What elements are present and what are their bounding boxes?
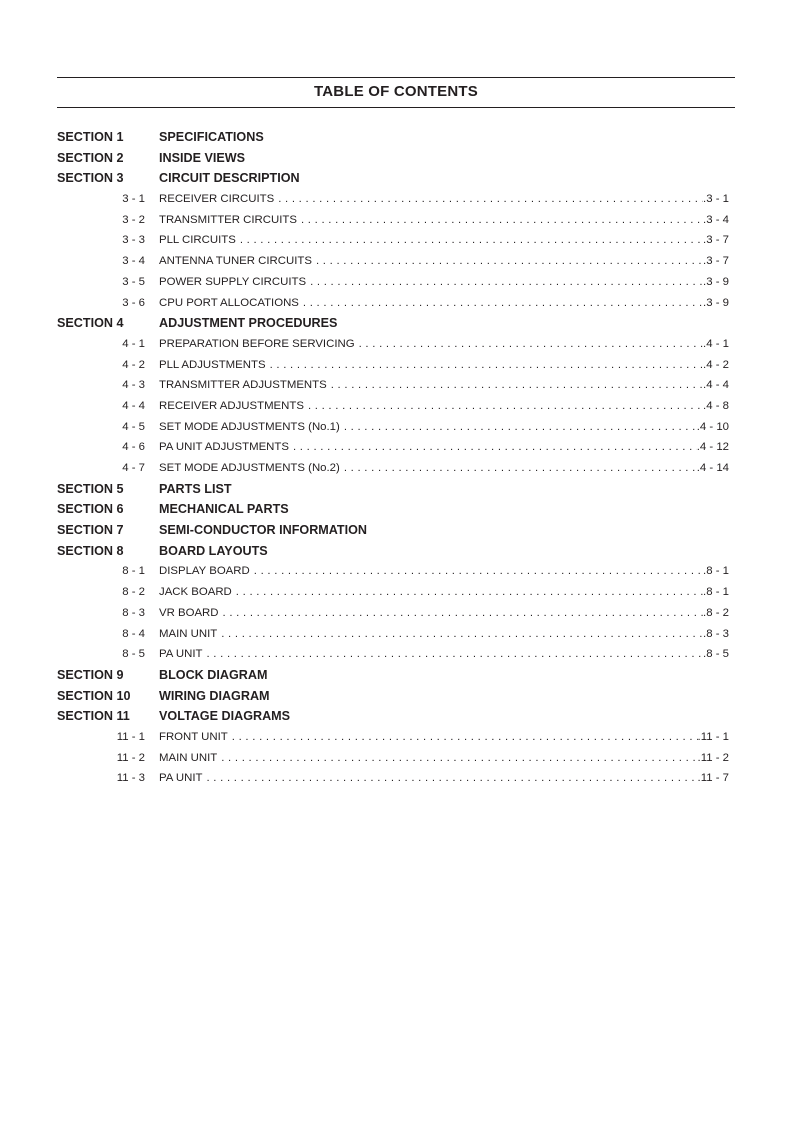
section-number: SECTION 8: [57, 543, 124, 558]
subsection-title: POWER SUPPLY CIRCUITS: [159, 275, 307, 288]
subsection-line: [159, 193, 729, 205]
toc-section-row: [57, 480, 735, 501]
subsection-number: 8 - 3: [122, 606, 145, 619]
subsection-number: 3 - 3: [122, 234, 145, 247]
section-number: SECTION 7: [57, 523, 124, 538]
subsection-line: [159, 276, 729, 288]
subsection-title: VR BOARD: [159, 606, 219, 619]
dot-leader: [206, 772, 697, 784]
toc-section-row: [57, 169, 735, 190]
subsection-title: MAIN UNIT: [159, 627, 218, 640]
subsection-line: [159, 441, 729, 453]
dot-leader: [254, 565, 703, 577]
dot-leader: [293, 441, 697, 453]
dot-leader: [344, 462, 697, 474]
page-number: .3 - 7: [703, 234, 729, 247]
subsection-line: [159, 462, 729, 474]
subsection-title: MAIN UNIT: [159, 751, 218, 764]
subsection-number: 3 - 1: [122, 193, 145, 206]
section-title: CIRCUIT DESCRIPTION: [159, 171, 300, 186]
dot-leader: [221, 752, 697, 764]
toc-subsection-row: [57, 625, 735, 646]
page-number: .8 - 1: [703, 586, 729, 599]
subsection-line: [159, 421, 729, 433]
section-number: SECTION 1: [57, 130, 124, 144]
toc-subsection-row: [57, 397, 735, 418]
toc-subsection-row: [57, 376, 735, 397]
subsection-line: [159, 338, 729, 350]
subsection-title: RECEIVER CIRCUITS: [159, 193, 275, 206]
section-title: PARTS LIST: [159, 481, 232, 496]
section-title: WIRING DIAGRAM: [159, 688, 270, 703]
subsection-number: 11 - 2: [116, 751, 145, 764]
subsection-line: [159, 731, 729, 743]
subsection-title: TRANSMITTER CIRCUITS: [159, 213, 297, 226]
toc-subsection-row: [57, 583, 735, 604]
toc-subsection-row: [57, 418, 735, 439]
page-number: .4 - 8: [703, 399, 729, 412]
subsection-number: 8 - 2: [122, 586, 145, 599]
subsection-title: PA UNIT ADJUSTMENTS: [159, 441, 289, 454]
toc-subsection-row: [57, 749, 735, 770]
toc-subsection-row: [57, 562, 735, 583]
subsection-title: DISPLAY BOARD: [159, 565, 250, 578]
subsection-title: PA UNIT: [159, 648, 203, 661]
dot-leader: [278, 193, 703, 205]
dot-leader: [344, 421, 697, 433]
section-number: SECTION 6: [57, 502, 124, 517]
page-number: .11 - 7: [697, 772, 729, 785]
toc-subsection-row: [57, 252, 735, 273]
toc-section-row: [57, 542, 735, 563]
toc-subsection-row: [57, 438, 735, 459]
toc-subsection-row: [57, 190, 735, 211]
subsection-number: 8 - 4: [122, 627, 145, 640]
page-title: TABLE OF CONTENTS: [314, 83, 478, 100]
dot-leader: [301, 214, 703, 226]
subsection-title: PLL ADJUSTMENTS: [159, 358, 266, 371]
subsection-number: 8 - 5: [122, 648, 145, 661]
section-title: MECHANICAL PARTS: [159, 502, 289, 517]
section-title: BOARD LAYOUTS: [159, 543, 268, 558]
subsection-line: [159, 648, 729, 660]
section-title: ADJUSTMENT PROCEDURES: [159, 316, 338, 331]
page-number: .3 - 9: [703, 275, 729, 288]
page-number: .8 - 2: [703, 606, 729, 619]
title-rule: [57, 107, 735, 108]
toc-subsection-row: [57, 604, 735, 625]
subsection-number: 3 - 4: [122, 255, 145, 268]
subsection-number: 4 - 5: [122, 420, 145, 433]
subsection-line: [159, 752, 729, 764]
subsection-title: FRONT UNIT: [159, 730, 228, 743]
dot-leader: [310, 276, 703, 288]
toc-subsection-row: [57, 273, 735, 294]
page-number: .4 - 2: [703, 358, 729, 371]
toc-section-row: [57, 521, 735, 542]
dot-leader: [331, 379, 703, 391]
toc-subsection-row: [57, 211, 735, 232]
subsection-title: SET MODE ADJUSTMENTS (No.2): [159, 462, 340, 474]
page-number: .4 - 1: [703, 337, 729, 350]
subsection-line: [159, 607, 729, 619]
section-number: SECTION 5: [57, 481, 124, 496]
dot-leader: [316, 255, 703, 267]
subsection-number: 3 - 6: [122, 296, 145, 309]
toc-section-row: [57, 128, 735, 149]
toc-subsection-row: [57, 645, 735, 666]
subsection-number: 3 - 2: [122, 213, 145, 226]
section-number: SECTION 2: [57, 150, 124, 165]
dot-leader: [308, 400, 703, 412]
toc-section-row: [57, 707, 735, 728]
dot-leader: [232, 731, 698, 743]
section-title: INSIDE VIEWS: [159, 150, 246, 165]
section-number: SECTION 4: [57, 316, 124, 331]
dot-leader: [223, 607, 704, 619]
toc-section-row: [57, 687, 735, 708]
page-number: .4 - 4: [703, 379, 729, 392]
dot-leader: [270, 359, 703, 371]
subsection-title: PA UNIT: [159, 772, 203, 785]
toc-section-row: [57, 149, 735, 170]
toc-subsection-row: [57, 769, 735, 790]
subsection-number: 4 - 6: [122, 441, 145, 454]
subsection-number: 4 - 2: [122, 358, 145, 371]
dot-leader: [236, 586, 703, 598]
subsection-number: 8 - 1: [122, 565, 145, 578]
subsection-number: 4 - 4: [122, 399, 145, 412]
section-title: VOLTAGE DIAGRAMS: [159, 709, 291, 724]
page-number: .11 - 2: [697, 751, 729, 764]
page-number: .8 - 1: [703, 565, 729, 578]
table-of-contents: [57, 128, 735, 790]
subsection-number: 4 - 3: [122, 379, 145, 392]
toc-subsection-row: [57, 459, 735, 480]
page-number: .8 - 3: [703, 627, 729, 640]
subsection-line: [159, 359, 729, 371]
section-number: SECTION 11: [57, 709, 130, 724]
section-number: SECTION 3: [57, 171, 124, 186]
subsection-line: [159, 586, 729, 598]
subsection-number: 4 - 7: [122, 462, 145, 474]
subsection-title: SET MODE ADJUSTMENTS (No.1): [159, 420, 340, 433]
subsection-line: [159, 234, 729, 246]
subsection-line: [159, 772, 729, 784]
subsection-number: 11 - 1: [116, 730, 145, 743]
toc-section-row: [57, 314, 735, 335]
subsection-line: [159, 400, 729, 412]
subsection-title: PLL CIRCUITS: [159, 234, 236, 247]
dot-leader: [303, 297, 703, 309]
dot-leader: [221, 628, 703, 640]
toc-section-row: [57, 500, 735, 521]
dot-leader: [359, 338, 703, 350]
page-number: .3 - 9: [703, 296, 729, 309]
page-number: .8 - 5: [703, 648, 729, 661]
toc-subsection-row: [57, 356, 735, 377]
page-number: .4 - 12: [696, 441, 729, 454]
subsection-line: [159, 255, 729, 267]
subsection-line: [159, 379, 729, 391]
subsection-line: [159, 565, 729, 577]
page-number: .11 - 1: [697, 730, 729, 743]
section-title: SEMI-CONDUCTOR INFORMATION: [159, 523, 368, 538]
subsection-number: 11 - 3: [116, 772, 145, 785]
subsection-title: TRANSMITTER ADJUSTMENTS: [159, 379, 327, 392]
subsection-line: [159, 628, 729, 640]
subsection-number: 3 - 5: [122, 275, 145, 288]
page-number: .3 - 4: [703, 213, 729, 226]
subsection-title: JACK BOARD: [159, 586, 232, 599]
subsection-title: ANTENNA TUNER CIRCUITS: [159, 255, 312, 268]
toc-section-row: [57, 666, 735, 687]
toc-subsection-row: [57, 294, 735, 315]
section-title: SPECIFICATIONS: [159, 130, 264, 144]
section-number: SECTION 10: [57, 688, 131, 703]
page-number: .4 - 10: [696, 420, 729, 433]
dot-leader: [206, 648, 703, 660]
dot-leader: [240, 234, 703, 246]
toc-subsection-row: [57, 335, 735, 356]
page-number: .4 - 14: [696, 462, 729, 474]
toc-subsection-row: [57, 728, 735, 749]
top-rule: [57, 77, 735, 78]
subsection-title: CPU PORT ALLOCATIONS: [159, 296, 299, 309]
section-number: SECTION 9: [57, 667, 124, 682]
subsection-number: 4 - 1: [122, 337, 145, 350]
page-number: .3 - 7: [703, 255, 729, 268]
toc-subsection-row: [57, 231, 735, 252]
subsection-title: PREPARATION BEFORE SERVICING: [159, 337, 355, 350]
page-number: .3 - 1: [703, 193, 729, 206]
subsection-line: [159, 297, 729, 309]
section-title: BLOCK DIAGRAM: [159, 667, 268, 682]
subsection-line: [159, 214, 729, 226]
subsection-title: RECEIVER ADJUSTMENTS: [159, 399, 304, 412]
